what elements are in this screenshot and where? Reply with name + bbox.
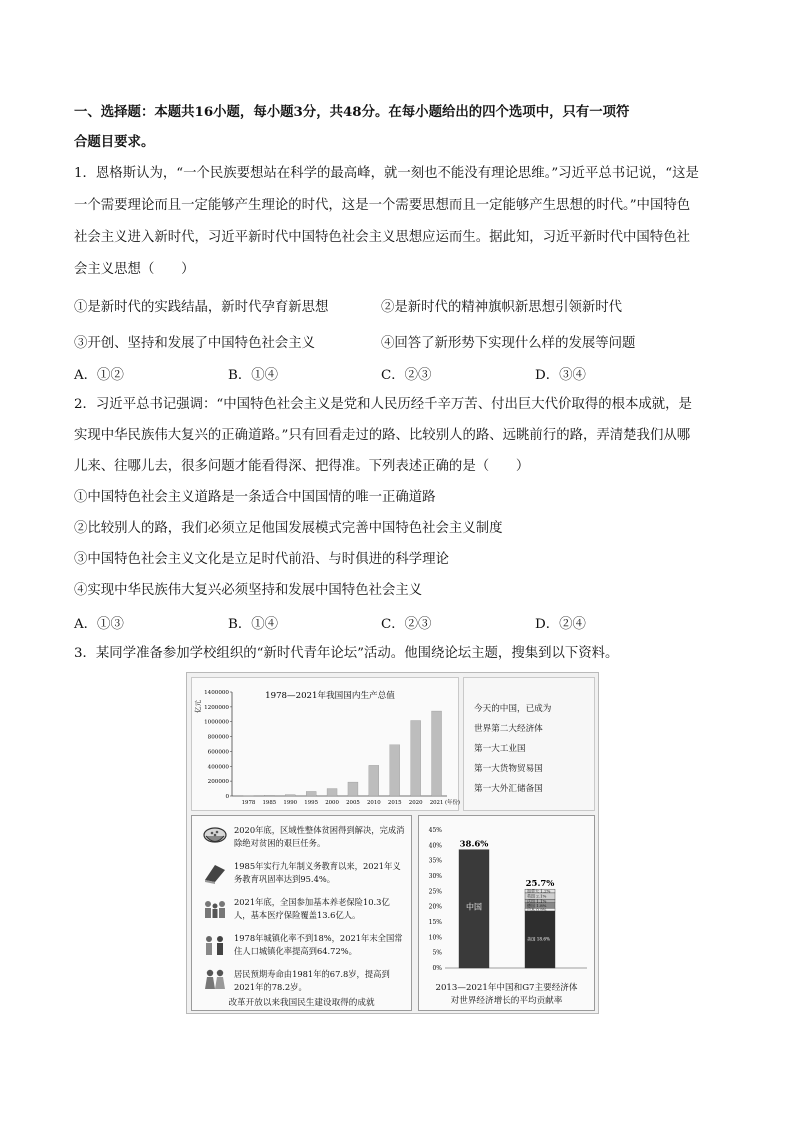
gdp-bar xyxy=(348,782,358,796)
gdp-bar xyxy=(432,711,442,796)
g7-contribution-panel xyxy=(418,815,595,1011)
g7-y-tick-label: 20% xyxy=(428,903,442,911)
gdp-chart-panel xyxy=(191,677,459,811)
g7-y-tick-label: 30% xyxy=(428,873,442,880)
q2-option-b[interactable]: B．①④ xyxy=(228,617,279,632)
g7-y-tick-label: 5% xyxy=(432,949,442,957)
facts-line: 第一大货物贸易国 xyxy=(474,764,543,774)
q1-option-d[interactable]: D．③④ xyxy=(535,368,586,383)
gdp-y-tick-label: 1000000 xyxy=(204,719,229,726)
q3-stem-line: 3．某同学准备参加学校组织的“新时代青年论坛”活动。他围绕论坛主题，搜集到以下资料。 xyxy=(74,646,619,661)
g7-series-label: 法国 1.1% xyxy=(527,898,547,904)
gdp-bar xyxy=(264,795,274,796)
gdp-bar xyxy=(285,795,295,796)
q1-stem-line: 会主义思想（ ） xyxy=(74,262,195,277)
book-icon xyxy=(202,862,228,884)
gdp-y-tick-label: 1200000 xyxy=(204,704,229,711)
china-status-panel xyxy=(463,677,595,811)
livelihood-item-urbanization: 1978年城镇化率不到18%，2021年末全国常住人口城镇化率提高到64.72%。 xyxy=(234,933,403,956)
q1-statement-1: ①是新时代的实践结晶，新时代孕育新思想 xyxy=(74,300,329,315)
q2-option-c[interactable]: C．②③ xyxy=(381,617,432,632)
livelihood-item-education: 1985年实行九年制义务教育以来，2021年义务教育巩固率达到95.4%。 xyxy=(234,861,401,884)
facts-line: 第一大工业国 xyxy=(474,744,526,754)
q2-statement-4: ④实现中华民族伟大复兴必须坚持和发展中国特色社会主义 xyxy=(74,583,423,598)
section-heading-cont: 合题目要求。 xyxy=(74,134,155,150)
livelihood-item-life-expectancy: 居民预期寿命由1981年的67.8岁，提高到2021年的78.2岁。 xyxy=(234,969,390,992)
gdp-y-tick-label: 600000 xyxy=(207,749,229,756)
gdp-y-tick-label: 800000 xyxy=(207,734,229,741)
q1-stem-line: 社会主义进入新时代，习近平新时代中国特色社会主义思想应运而生。据此知，习近平新时代中国特色社 xyxy=(74,230,690,245)
g7-y-tick-label: 35% xyxy=(428,857,442,865)
q1-statement-3: ③开创、坚持和发展了中国特色社会主义 xyxy=(74,336,316,351)
q2-statement-1: ①中国特色社会主义道路是一条适合中国国情的唯一正确道路 xyxy=(74,490,436,505)
gdp-x-tick-label: 2020 xyxy=(408,800,423,806)
livelihood-panel xyxy=(191,815,412,1011)
g7-y-tick-label: 25% xyxy=(428,888,442,896)
g7-y-tick-label: 10% xyxy=(428,934,442,942)
livelihood-item-poverty: 2020年底，区域性整体贫困得到解决，完成消除绝对贫困的艰巨任务。 xyxy=(234,825,405,848)
g7-caption-line1: 2013—2021年中国和G7主要经济体 xyxy=(435,983,578,993)
g7-y-tick-label: 45% xyxy=(428,827,442,834)
gdp-bar xyxy=(390,745,400,796)
g7-value-label: 25.7% xyxy=(525,879,555,890)
q2-option-a[interactable]: A．①③ xyxy=(74,617,124,632)
g7-series-label: 日本 0.9% xyxy=(527,906,547,912)
gdp-x-tick-label: 1985 xyxy=(262,800,277,806)
q1-option-c[interactable]: C．②③ xyxy=(381,368,432,383)
facts-line: 第一大外汇储备国 xyxy=(474,784,543,794)
g7-value-label: 38.6% xyxy=(459,839,489,850)
gdp-x-tick-label: 1978 xyxy=(241,800,256,806)
q2-stem-line: 实现中华民族伟大复兴的正确道路。”只有回看走过的路、比较别人的路、远眺前行的路，弄清楚我们从哪 xyxy=(74,428,691,443)
gdp-x-tick-label: 2010 xyxy=(366,800,381,806)
section-heading: 一、选择题：本题共16小题，每小题3分，共48分。在每小题给出的四个选项中，只有一项符 xyxy=(74,104,630,120)
g7-series-label: 德国 1.8% xyxy=(527,902,547,908)
g7-series-label: 英国 2.1% xyxy=(527,893,547,899)
gdp-y-tick-label: 400000 xyxy=(207,764,229,771)
g7-series-label: 加拿大 1.2% xyxy=(527,888,551,894)
livelihood-item-insurance: 2021年底，全国参加基本养老保险10.3亿人，基本医疗保险覆盖13.6亿人。 xyxy=(234,897,390,920)
gdp-bar xyxy=(306,791,316,796)
q1-option-a[interactable]: A．①② xyxy=(74,368,124,383)
livelihood-caption: 改革开放以来我国民生建设取得的成就 xyxy=(228,998,375,1008)
gdp-y-tick-label: 0 xyxy=(225,794,229,800)
g7-series-label: 美国 18.6% xyxy=(527,936,551,942)
facts-line: 世界第二大经济体 xyxy=(474,724,543,734)
g7-y-tick-label: 0% xyxy=(432,965,442,972)
gdp-x-axis-label: (年份) xyxy=(445,800,460,806)
gdp-chart-title: 1978—2021年我国国内生产总值 xyxy=(265,691,395,701)
gdp-y-tick-label: 200000 xyxy=(207,779,229,786)
g7-caption-line2: 对世界经济增长的平均贡献率 xyxy=(450,996,563,1006)
q1-statement-2: ②是新时代的精神旗帜新思想引领新时代 xyxy=(381,300,623,315)
gdp-x-tick-label: 2005 xyxy=(346,800,360,806)
q1-stem-line: 一个需要理论而且一定能够产生理论的时代，这是一个需要思想而且一定能够产生思想的时代。”中国特色 xyxy=(74,198,691,213)
q1-statement-4: ④回答了新形势下实现什么样的发展等问题 xyxy=(381,336,636,351)
gdp-x-tick-label: 2021 xyxy=(429,800,444,806)
q2-statement-3: ③中国特色社会主义文化是立足时代前沿、与时俱进的科学理论 xyxy=(74,552,449,567)
people-icon xyxy=(202,934,228,956)
g7-y-tick-label: 15% xyxy=(428,919,442,926)
g7-stacked-bar-chart xyxy=(419,816,594,978)
gdp-x-tick-label: 1995 xyxy=(304,800,319,806)
gdp-bar xyxy=(369,765,379,796)
q2-option-d[interactable]: D．②④ xyxy=(535,617,586,632)
g7-series-label: 中国 xyxy=(466,902,482,912)
gdp-bar xyxy=(411,721,421,796)
bowl-icon xyxy=(202,826,228,848)
family-icon xyxy=(202,898,228,920)
q1-stem-line: 1．恩格斯认为，“一个民族要想站在科学的最高峰，就一刻也不能没有理论思维。”习近平总书记说，“这是 xyxy=(74,166,699,181)
g7-y-tick-label: 40% xyxy=(428,842,442,850)
material-figure xyxy=(186,672,599,1014)
gdp-x-tick-label: 2015 xyxy=(387,800,402,806)
gdp-x-tick-label: 2000 xyxy=(325,800,339,806)
q2-statement-2: ②比较别人的路，我们必须立足他国发展模式完善中国特色社会主义制度 xyxy=(74,521,503,536)
gdp-y-tick-label: 1400000 xyxy=(204,690,229,696)
elderly-icon xyxy=(202,968,228,990)
q2-stem-line: 儿来、往哪儿去，很多问题才能看得深、把得准。下列表述正确的是（ ） xyxy=(74,459,530,474)
facts-line: 今天的中国，已成为 xyxy=(474,704,552,714)
gdp-x-tick-label: 1990 xyxy=(283,800,298,806)
q1-option-b[interactable]: B．①④ xyxy=(228,368,279,383)
gdp-bar xyxy=(327,789,337,796)
q2-stem-line: 2．习近平总书记强调：“中国特色社会主义是党和人民历经千辛万苦、付出巨大代价取得的根本成就，是 xyxy=(74,397,692,412)
gdp-bar-chart xyxy=(192,678,458,810)
gdp-y-axis-label: 亿元 xyxy=(194,700,202,713)
